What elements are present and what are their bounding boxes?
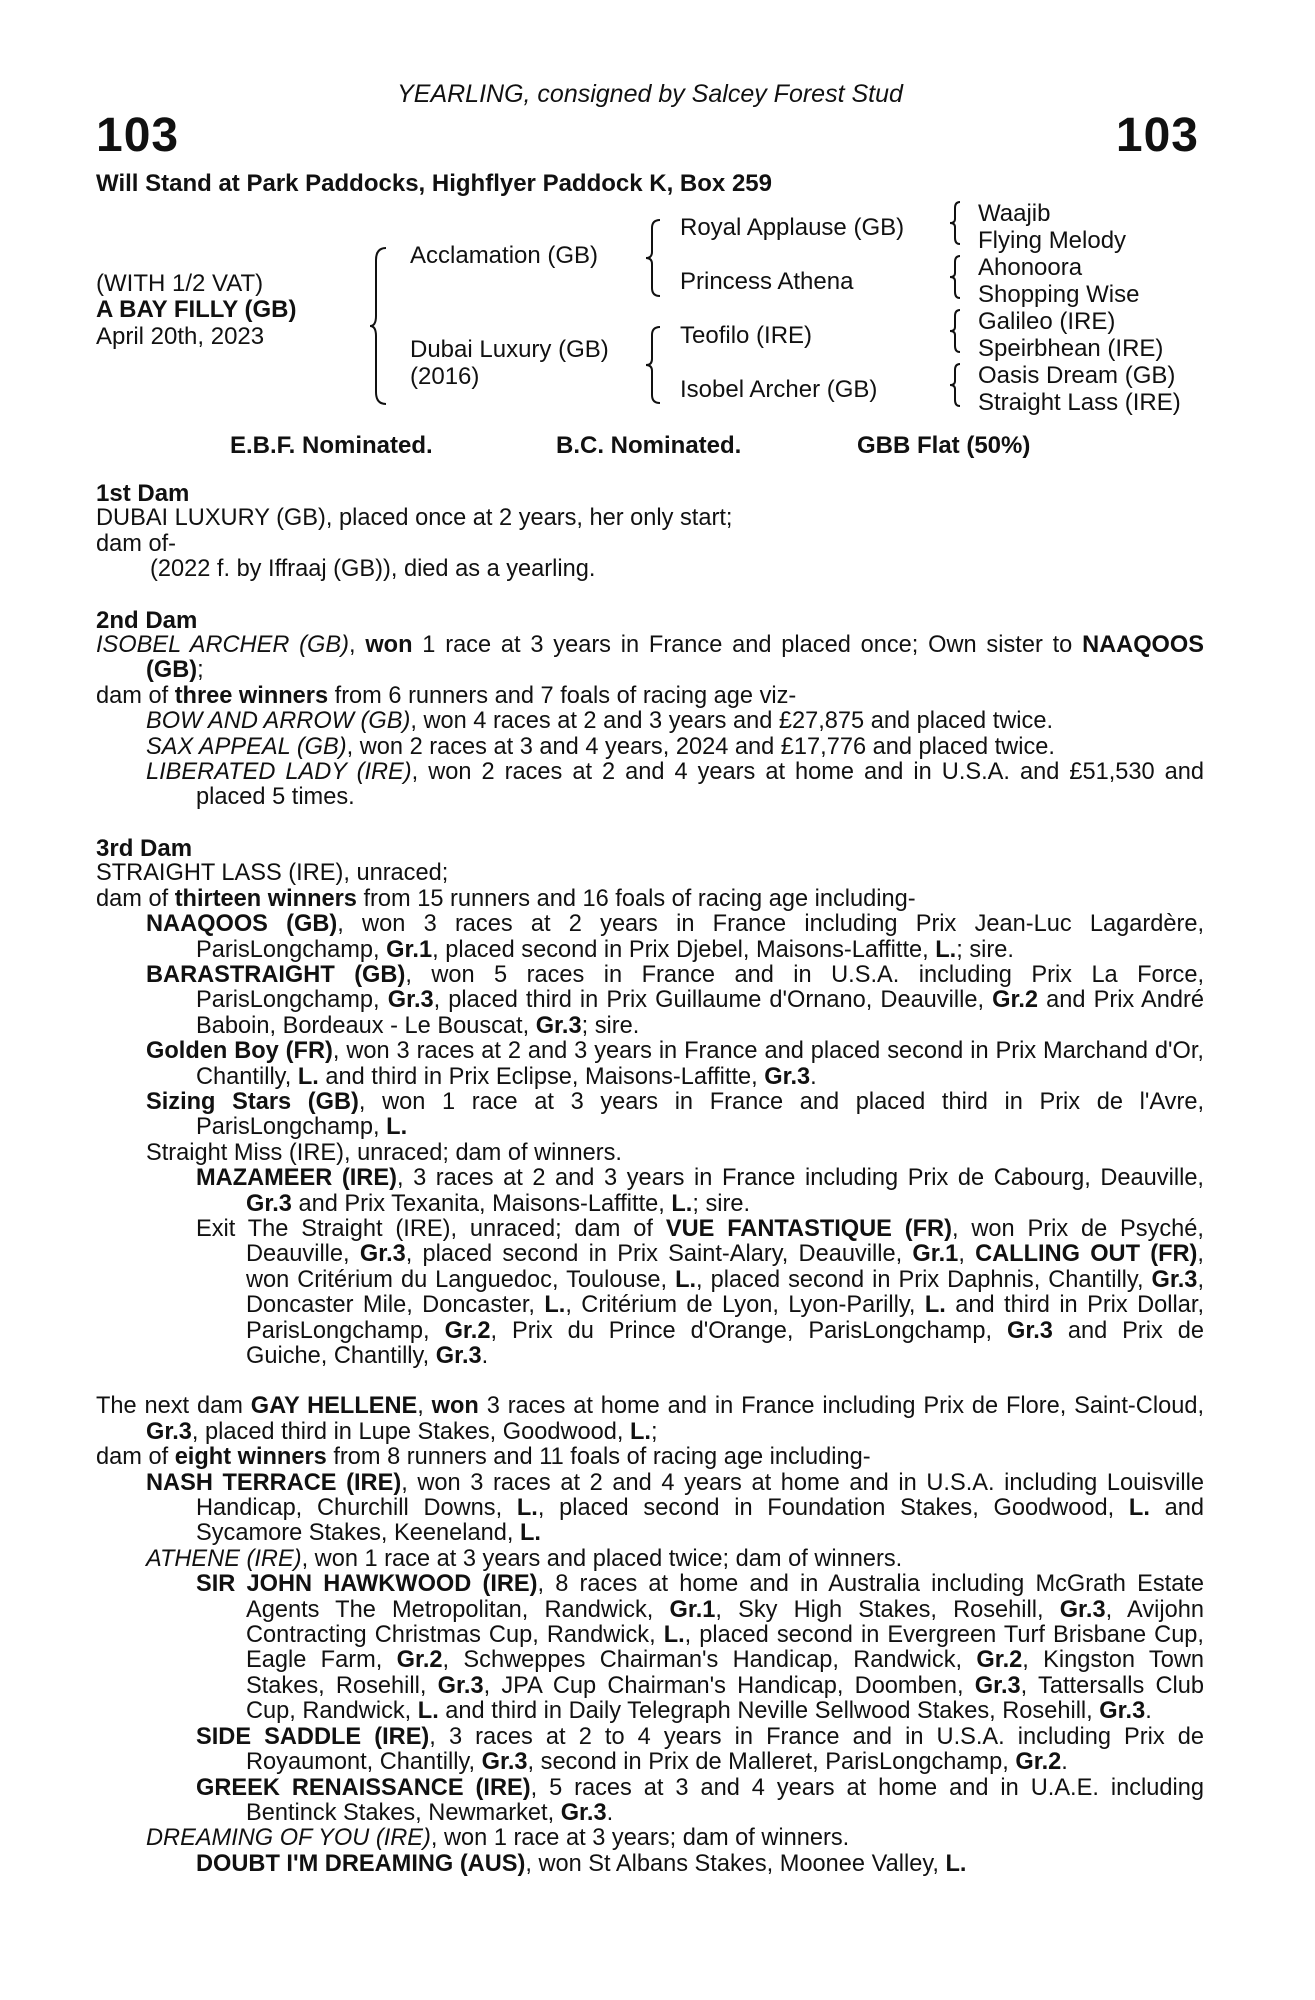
catalogue-body bbox=[96, 481, 1204, 1877]
produce-entry: BOW AND ARROW (GB), won 4 races at 2 and 3 years and £27,875 and placed twice. bbox=[146, 708, 1054, 735]
third-dam-produce-summary: dam of thirteen winners from 15 runners and 16 foals of racing age including- bbox=[96, 885, 916, 912]
lot-number-left: 103 bbox=[96, 109, 180, 162]
third-dam-heading: 3rd Dam bbox=[96, 834, 193, 862]
grandproduce-entry: MAZAMEER (IRE), 3 races at 2 and 3 years in France including Prix de Cabourg, Deauville, Gr.3 and Prix Texanita, Maisons-Laffitte, L.; sire. bbox=[196, 1165, 1204, 1217]
ancestor-gen4: Speirbhean (IRE) bbox=[978, 335, 1164, 362]
third-dam-entry: STRAIGHT LASS (IRE), unraced; bbox=[96, 860, 449, 887]
dam-name: Dubai Luxury (GB) bbox=[410, 336, 609, 363]
bc-nomination: B.C. Nominated. bbox=[556, 432, 742, 459]
gbb-flat: GBB Flat (50%) bbox=[857, 432, 1031, 459]
foaled-date: April 20th, 2023 bbox=[96, 323, 265, 350]
produce-entry: SAX APPEAL (GB), won 2 races at 3 and 4 years, 2024 and £17,776 and placed twice. bbox=[146, 733, 1055, 760]
produce-entry: Sizing Stars (GB), won 1 race at 3 years in France and placed third in Prix de l'Avre, ParisLongchamp, L. bbox=[146, 1088, 1205, 1141]
sire-dam: Princess Athena bbox=[680, 268, 854, 295]
ancestor-gen4: Shopping Wise bbox=[978, 281, 1140, 308]
grandproduce-entry: Exit The Straight (IRE), unraced; dam of VUE FANTASTIQUE (FR), won Prix de Psyché, Deauville, Gr.3, placed second in Prix Saint-Alary, Deauville, Gr.1, CALLING OUT (FR), won Critérium du Languedoc, Toulouse, L., placed second in Prix Daphnis, Chantilly, Gr.3, Doncaster Mile, Doncaster, L., Critérium de Lyon, Lyon-Parilly, L. and third in Prix Dollar, ParisLongchamp, Gr.2, Prix du Prince d'Orange, ParisLongchamp, Gr.3 and Prix de Guiche, Chantilly, Gr.3. bbox=[196, 1215, 1205, 1369]
next-dam-entry: The next dam GAY HELLENE, won 3 races at home and in France including Prix de Flore, Saint-Cloud, Gr.3, placed third in Lupe Stakes, Goodwood, L.; bbox=[96, 1393, 1204, 1445]
pedigree-brace-5 bbox=[948, 254, 964, 300]
grandproduce-entry: GREEK RENAISSANCE (IRE), 5 races at 3 and 4 years at home and in U.A.E. including Bentinck Stakes, Newmarket, Gr.3. bbox=[196, 1774, 1204, 1826]
pedigree-brace-2 bbox=[644, 218, 664, 298]
produce-entry: NAAQOOS (GB), won 3 races at 2 years in France including Prix Jean-Luc Lagardère, ParisLongchamp, Gr.1, placed second in Prix Djebel, Maisons-Laffitte, L.; sire. bbox=[146, 911, 1205, 963]
first-dam-line: DUBAI LUXURY (GB), placed once at 2 years, her only start; bbox=[96, 505, 733, 532]
pedigree-brace-4 bbox=[948, 200, 964, 246]
pedigree-brace-7 bbox=[948, 362, 964, 408]
produce-entry: BARASTRAIGHT (GB), won 5 races in France and in U.S.A. including Prix La Force, ParisLongchamp, Gr.3, placed third in Prix Guillaume d'Ornano, Deauville, Gr.2 and Prix André Baboin, Bordeaux - Le Bouscat, Gr.3; sire. bbox=[146, 961, 1205, 1039]
pedigree-brace-6 bbox=[948, 308, 964, 354]
vat-note: (WITH 1/2 VAT) bbox=[96, 270, 264, 297]
lot-number-right: 103 bbox=[1115, 109, 1199, 162]
ancestor-gen4: Waajib bbox=[978, 200, 1051, 227]
pedigree-brace-1 bbox=[368, 246, 390, 406]
ancestor-gen4: Galileo (IRE) bbox=[978, 308, 1116, 335]
second-dam-heading: 2nd Dam bbox=[96, 606, 198, 634]
first-dam-line: dam of- bbox=[96, 530, 176, 557]
next-dam-produce-summary: dam of eight winners from 8 runners and 11 foals of racing age including- bbox=[96, 1444, 871, 1471]
stand-location: Will Stand at Park Paddocks, Highflyer Paddock K, Box 259 bbox=[96, 170, 772, 197]
pedigree-brace-3 bbox=[644, 325, 664, 405]
second-dam-entry: ISOBEL ARCHER (GB), won 1 race at 3 years in France and placed once; Own sister to NAAQOOS (GB); bbox=[96, 632, 1204, 684]
produce-entry: ATHENE (IRE), won 1 race at 3 years and placed twice; dam of winners. bbox=[146, 1545, 903, 1572]
first-dam-produce: (2022 f. by Iffraaj (GB)), died as a yearling. bbox=[150, 556, 596, 583]
grandproduce-entry: DOUBT I'M DREAMING (AUS), won St Albans Stakes, Moonee Valley, L. bbox=[196, 1850, 967, 1877]
produce-entry: LIBERATED LADY (IRE), won 2 races at 2 and 4 years at home and in U.S.A. and £51,530 and placed 5 times. bbox=[146, 759, 1204, 811]
horse-name: A BAY FILLY (GB) bbox=[96, 296, 297, 323]
sire-name: Acclamation (GB) bbox=[410, 242, 599, 269]
produce-entry: NASH TERRACE (IRE), won 3 races at 2 and 4 years at home and in U.S.A. including Louisville Handicap, Churchill Downs, L., placed second in Foundation Stakes, Goodwood, L. and Sycamore Stakes, Keeneland, L. bbox=[146, 1469, 1204, 1547]
dam-dam: Isobel Archer (GB) bbox=[680, 376, 878, 403]
produce-entry: Straight Miss (IRE), unraced; dam of winners. bbox=[146, 1139, 622, 1166]
dam-sire: Teofilo (IRE) bbox=[680, 322, 813, 349]
ancestor-gen4: Oasis Dream (GB) bbox=[978, 362, 1176, 389]
ancestor-gen4: Ahonoora bbox=[978, 254, 1083, 281]
first-dam-heading: 1st Dam bbox=[96, 480, 190, 507]
ancestor-gen4: Flying Melody bbox=[978, 227, 1127, 254]
dam-year: (2016) bbox=[410, 363, 480, 390]
second-dam-produce-summary: dam of three winners from 6 runners and 7 foals of racing age viz- bbox=[96, 682, 797, 709]
produce-entry: DREAMING OF YOU (IRE), won 1 race at 3 years; dam of winners. bbox=[146, 1825, 850, 1852]
grandproduce-entry: SIDE SADDLE (IRE), 3 races at 2 to 4 years in France and in U.S.A. including Prix de Royaumont, Chantilly, Gr.3, second in Prix de Malleret, ParisLongchamp, Gr.2. bbox=[196, 1723, 1204, 1776]
sire-sire: Royal Applause (GB) bbox=[680, 214, 905, 241]
ancestor-gen4: Straight Lass (IRE) bbox=[978, 389, 1181, 416]
produce-entry: Golden Boy (FR), won 3 races at 2 and 3 years in France and placed second in Prix Marchand d'Or, Chantilly, L. and third in Prix Eclipse, Maisons-Laffitte, Gr.3. bbox=[146, 1038, 1204, 1090]
consignment-line: YEARLING, consigned by Salcey Forest Stud bbox=[397, 80, 903, 108]
grandproduce-entry: SIR JOHN HAWKWOOD (IRE), 8 races at home and in Australia including McGrath Estate Agents The Metropolitan, Randwick, Gr.1, Sky High Stakes, Rosehill, Gr.3, Avijohn Contracting Christmas Cup, Randwick, L., placed second in Evergreen Turf Brisbane Cup, Eagle Farm, Gr.2, Schweppes Chairman's Handicap, Randwick, Gr.2, Kingston Town Stakes, Rosehill, Gr.3, JPA Cup Chairman's Handicap, Doomben, Gr.3, Tattersalls Club Cup, Randwick, L. and third in Daily Telegraph Neville Sellwood Stakes, Rosehill, Gr.3. bbox=[196, 1571, 1205, 1725]
ebf-nomination: E.B.F. Nominated. bbox=[230, 432, 433, 459]
